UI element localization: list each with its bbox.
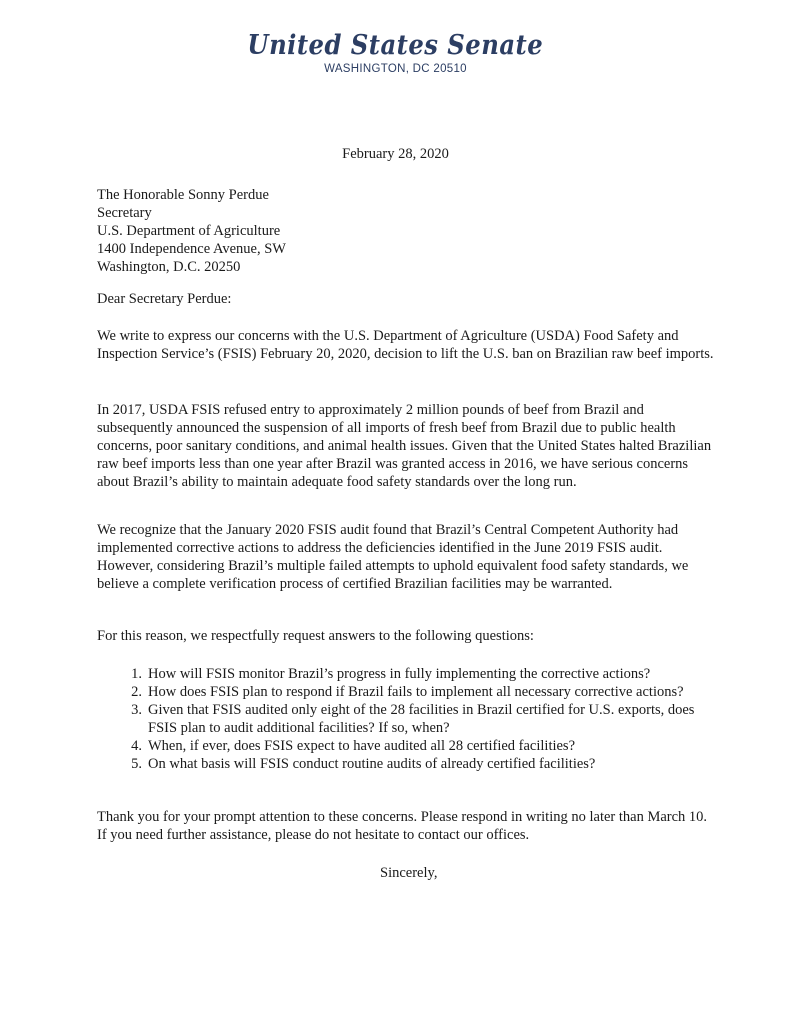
- question-text: Given that FSIS audited only eight of the 28 facilities in Brazil certified for U.S. exports, does FSIS plan to audit additional facilities? If so, when?: [148, 702, 695, 736]
- closing-sincerely: Sincerely,: [380, 865, 438, 881]
- paragraph-request: For this reason, we respectfully request answers to the following questions:: [97, 628, 534, 644]
- salutation: Dear Secretary Perdue:: [97, 291, 232, 307]
- paragraph-closing: Thank you for your prompt attention to these concerns. Please respond in writing no later than March 10. If you need further assistance, please do not hesitate to contact our offices.: [97, 809, 708, 843]
- question-text: On what basis will FSIS conduct routine audits of already certified facilities?: [148, 756, 596, 772]
- question-number: 2.: [131, 684, 142, 700]
- question-list: [97, 665, 717, 773]
- letterhead-city: WASHINGTON, DC 20510: [324, 63, 467, 75]
- paragraph-audit: We recognize that the January 2020 FSIS audit found that Brazil’s Central Competent Authority had implemented corrective actions to address the deficiencies identified in the June 2019 FSIS audit. However, considering Brazil’s multiple failed attempts to uphold equivalent food safety standards, we believe a complete verification process of certified Brazilian facilities may be warranted.: [97, 522, 689, 592]
- recipient-department: U.S. Department of Agriculture: [97, 223, 281, 239]
- letter-date: February 28, 2020: [342, 146, 449, 162]
- question-number: 5.: [131, 756, 142, 772]
- list-item: [97, 683, 717, 701]
- letterhead-title: United States Senate: [247, 30, 544, 61]
- recipient-address: [97, 186, 717, 276]
- list-item: [97, 701, 717, 737]
- recipient-name: The Honorable Sonny Perdue: [97, 187, 269, 203]
- question-text: How will FSIS monitor Brazil’s progress in fully implementing the corrective actions?: [148, 666, 651, 682]
- list-item: [97, 755, 717, 773]
- question-text: How does FSIS plan to respond if Brazil fails to implement all necessary corrective actions?: [148, 684, 684, 700]
- question-text: When, if ever, does FSIS expect to have audited all 28 certified facilities?: [148, 738, 576, 754]
- question-number: 4.: [131, 738, 142, 754]
- question-number: 1.: [131, 666, 142, 682]
- paragraph-intro: We write to express our concerns with the U.S. Department of Agriculture (USDA) Food Safety and Inspection Service’s (FSIS) February 20, 2020, decision to lift the U.S. ban on Brazilian raw beef imports.: [97, 328, 714, 362]
- question-number: 3.: [131, 702, 142, 718]
- recipient-title: Secretary: [97, 205, 152, 221]
- recipient-city: Washington, D.C. 20250: [97, 259, 241, 275]
- list-item: [97, 737, 717, 755]
- letterhead: [0, 30, 791, 75]
- list-item: [97, 665, 717, 683]
- paragraph-background: In 2017, USDA FSIS refused entry to approximately 2 million pounds of beef from Brazil and subsequently announced the suspension of all imports of fresh beef from Brazil due to public health concerns, poor sanitary conditions, and animal health issues. Given that the United States halted Brazilian raw beef imports less than one year after Brazil was granted access in 2016, we have serious concerns about Brazil’s ability to maintain adequate food safety standards over the long run.: [97, 402, 712, 490]
- recipient-street: 1400 Independence Avenue, SW: [97, 241, 286, 257]
